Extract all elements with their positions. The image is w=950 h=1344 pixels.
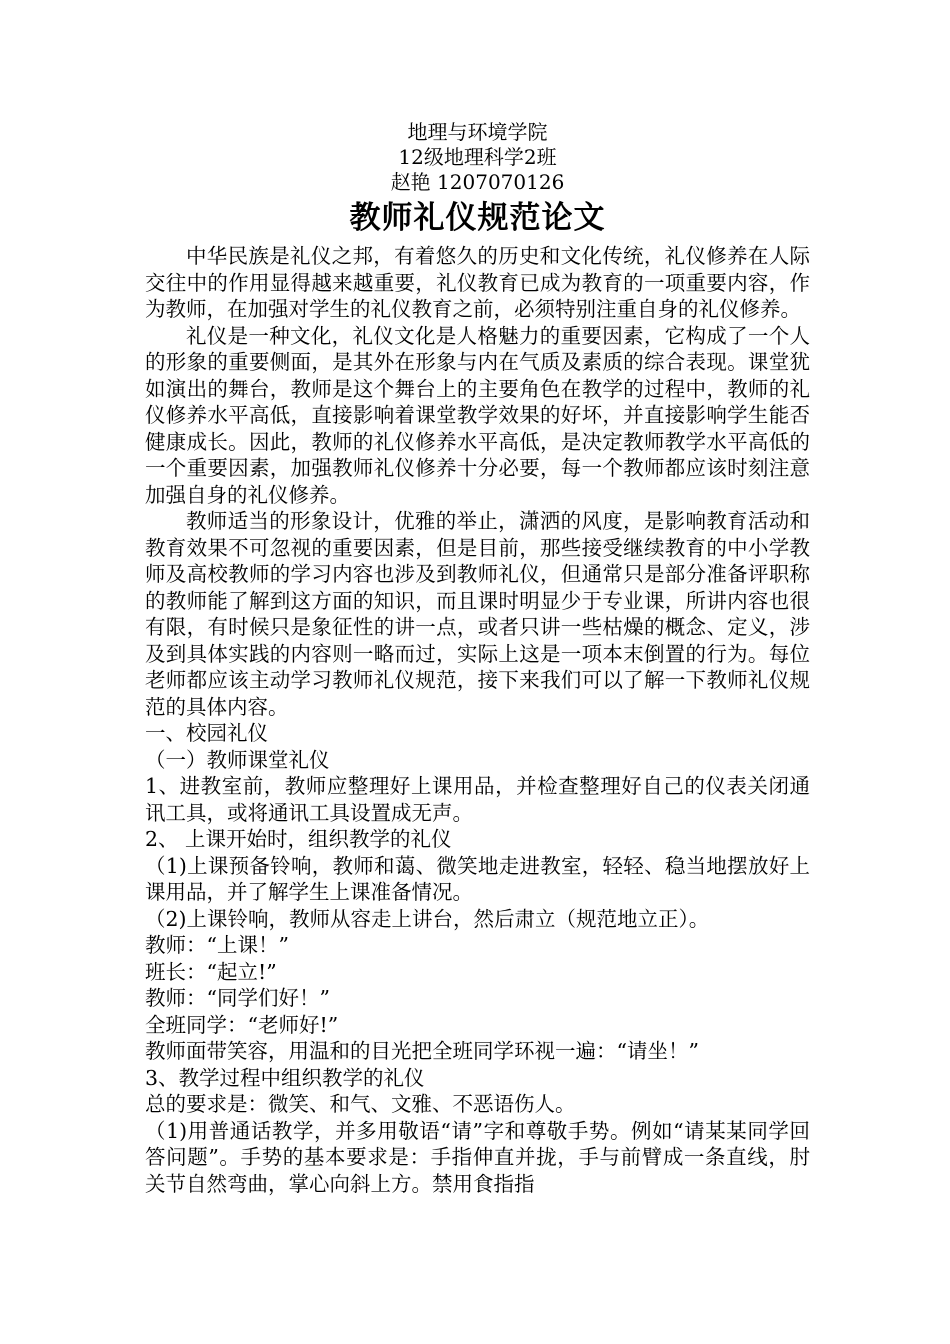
paragraph-image-design: 教师适当的形象设计，优雅的举止，潇洒的风度，是影响教育活动和教育效果不可忽视的重要因素，但是目前，那些接受继续教育的中小学教师及高校教师的学习内容也涉及到教师礼仪，但通常只是部分准备评职称的教师能了解到这方面的知识，而且课时明显少于专业课，所讲内容也很有限，有时候只是象征性的讲一点，或者只讲一些枯燥的概念、定义，涉及到具体实践的内容则一略而过，实际上这是一项本末倒置的行为。每位老师都应该主动学习教师礼仪规范，接下来我们可以了解一下教师礼仪规范的具体内容。 bbox=[145, 509, 810, 719]
paragraph-intro: 中华民族是礼仪之邦，有着悠久的历史和文化传统，礼仪修养在人际交往中的作用显得越来越重要，礼仪教育已成为教育的一项重要内容，作为教师，在加强对学生的礼仪教育之前，必须特别注重自身的礼仪修养。 bbox=[145, 244, 810, 321]
dialogue-line: 教师：“上课！” bbox=[145, 933, 289, 957]
author-line: 赵艳 1207070126 bbox=[390, 170, 565, 194]
dialogue-line: 教师面带笑容，用温和的目光把全班同学环视一遍：“请坐！” bbox=[145, 1039, 699, 1063]
list-item: 2、 上课开始时，组织教学的礼仪 bbox=[145, 827, 452, 851]
document-body bbox=[145, 243, 810, 1197]
dialogue-line: 全班同学：“老师好!” bbox=[145, 1012, 339, 1037]
list-item: （1)上课预备铃响，教师和蔼、微笑地走进教室，轻轻、稳当地摆放好上课用品，并了解学生上课准备情况。 bbox=[145, 853, 810, 904]
dialogue-line: 教师：“同学们好！” bbox=[145, 986, 330, 1010]
paragraph-culture: 礼仪是一种文化，礼仪文化是人格魅力的重要因素，它构成了一个人的形象的重要侧面，是其外在形象与内在气质及素质的综合表现。课堂犹如演出的舞台，教师是这个舞台上的主要角色在教学的过程中，教师的礼仪修养水平高低，直接影响着课堂教学效果的好坏，并直接影响学生能否健康成长。因此，教师的礼仪修养水平高低，是决定教师教学水平高低的一个重要因素，加强教师礼仪修养十分必要，每一个教师都应该时刻注意加强自身的礼仪修养。 bbox=[145, 323, 810, 507]
dialogue-line: 班长：“起立!” bbox=[145, 959, 277, 984]
class-name: 12级地理科学2班 bbox=[398, 145, 557, 169]
document-title: 教师礼仪规范论文 bbox=[349, 200, 606, 236]
list-item: 3、教学过程中组织教学的礼仪 bbox=[145, 1065, 425, 1090]
list-item: （1)用普通话教学，并多用敬语“请”字和尊敬手势。例如“请某某同学回答问题”。手势的基本要求是：手指伸直并拢，手与前臂成一条直线，肘关节自然弯曲，掌心向斜上方。禁用食指指 bbox=[145, 1118, 810, 1196]
document-page bbox=[145, 120, 810, 1197]
section-heading: 一、校园礼仪 bbox=[145, 721, 268, 745]
school-name: 地理与环境学院 bbox=[407, 120, 548, 144]
list-item: 总的要求是：微笑、和气、文雅、不恶语伤人。 bbox=[145, 1092, 576, 1116]
list-item: 1、进教室前，教师应整理好上课用品，并检查整理好自己的仪表关闭通讯工具，或将通讯工具设置成无声。 bbox=[145, 774, 810, 825]
subsection-heading: （一）教师课堂礼仪 bbox=[145, 747, 330, 772]
list-item: （2)上课铃响，教师从容走上讲台，然后肃立（规范地立正）。 bbox=[145, 906, 710, 931]
